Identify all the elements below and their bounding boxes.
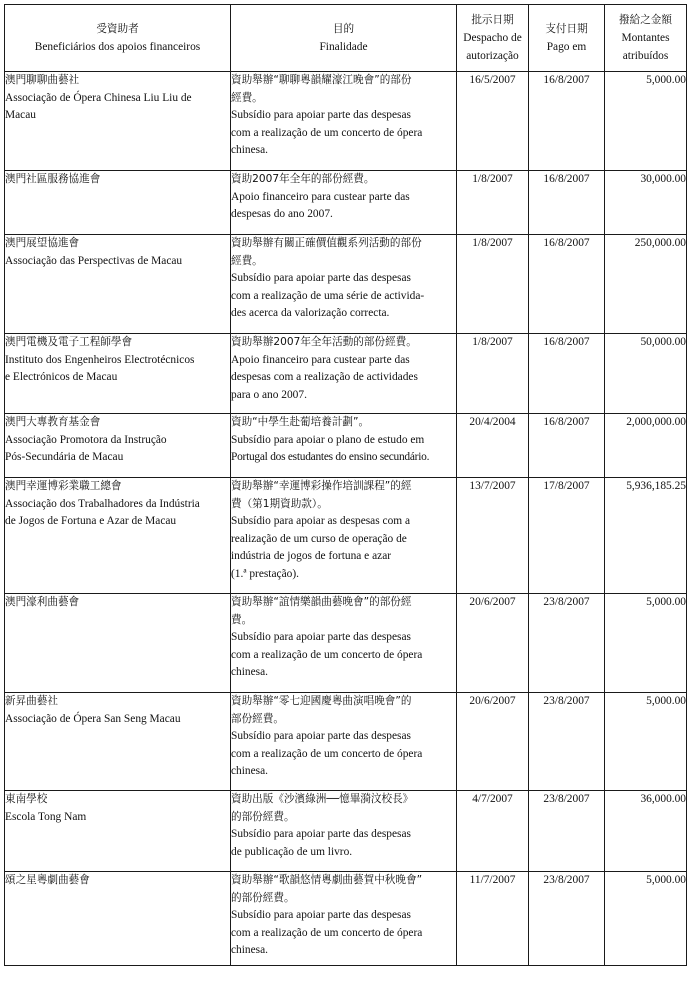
table-row bbox=[5, 478, 687, 594]
purpose-cell bbox=[231, 478, 457, 594]
purpose-zh: 資助舉辦“零七迎國慶粵曲演唱晚會”的 bbox=[231, 695, 412, 707]
table-row bbox=[5, 171, 687, 235]
purpose-cell bbox=[231, 791, 457, 872]
purpose-pt: Apoio financeiro para custear parte das bbox=[231, 190, 410, 203]
amount: 36,000.00 bbox=[605, 791, 687, 872]
paid-date: 23/8/2007 bbox=[529, 872, 605, 966]
amount: 5,936,185.25 bbox=[605, 478, 687, 594]
purpose-pt: Subsídio para apoiar parte das despesas bbox=[231, 631, 411, 644]
purpose-pt: com a realização de um concerto de ópera bbox=[231, 747, 423, 760]
purpose-pt: chinesa. bbox=[231, 144, 269, 157]
purpose-pt: despesas do ano 2007. bbox=[231, 208, 333, 221]
beneficiary-cell bbox=[5, 693, 231, 791]
purpose-zh: 資助舉辦“聊聊粵韻耀濠江晚會”的部份 bbox=[231, 74, 412, 86]
purpose-pt: chinesa. bbox=[231, 666, 269, 679]
amount: 5,000.00 bbox=[605, 872, 687, 966]
beneficiary-pt: Pós-Secundária de Macau bbox=[5, 451, 124, 464]
purpose-cell bbox=[231, 594, 457, 693]
approval-date: 4/7/2007 bbox=[457, 791, 529, 872]
approval-date: 1/8/2007 bbox=[457, 235, 529, 334]
beneficiary-zh: 澳門聊聊曲藝社 bbox=[5, 74, 80, 86]
purpose-zh: 資助舉辦2007年全年活動的部份經費。 bbox=[231, 336, 417, 348]
purpose-pt: des acerca da valorização correcta. bbox=[231, 307, 390, 320]
header-approval-pt1: Despacho de bbox=[463, 32, 522, 44]
paid-date: 16/8/2007 bbox=[529, 235, 605, 334]
approval-date: 13/7/2007 bbox=[457, 478, 529, 594]
beneficiary-pt: Escola Tong Nam bbox=[5, 810, 87, 823]
header-beneficiary-pt: Beneficiários dos apoios financeiros bbox=[34, 41, 201, 53]
beneficiary-pt: Macau bbox=[5, 109, 36, 122]
purpose-cell bbox=[231, 235, 457, 334]
approval-date: 1/8/2007 bbox=[457, 334, 529, 414]
table-row bbox=[5, 72, 687, 171]
purpose-pt: realização de um curso de operação de bbox=[231, 532, 407, 545]
header-purpose-zh: 目的 bbox=[332, 23, 355, 35]
purpose-zh: 費（第1期資助款）。 bbox=[231, 497, 328, 510]
purpose-cell bbox=[231, 693, 457, 791]
approval-date: 20/6/2007 bbox=[457, 693, 529, 791]
amount: 5,000.00 bbox=[605, 594, 687, 693]
purpose-pt: Subsídio para apoiar parte das despesas bbox=[231, 272, 411, 285]
purpose-zh: 部份經費。 bbox=[231, 712, 284, 725]
beneficiary-cell bbox=[5, 171, 231, 235]
beneficiary-pt: Associação dos Trabalhadores da Indústria bbox=[5, 497, 200, 510]
beneficiary-zh: 澳門電機及電子工程師學會 bbox=[5, 336, 133, 348]
header-purpose bbox=[231, 5, 457, 72]
table-row bbox=[5, 334, 687, 414]
purpose-cell bbox=[231, 171, 457, 235]
purpose-pt: Subsídio para apoiar as despesas com a bbox=[231, 515, 411, 528]
purpose-pt: Portugal dos estudantes do ensino secundário. bbox=[231, 451, 430, 464]
beneficiary-pt: Associação Promotora da Instrução bbox=[5, 433, 167, 446]
table-row bbox=[5, 414, 687, 478]
purpose-pt: (1.ª prestação). bbox=[231, 567, 299, 580]
purpose-pt: chinesa. bbox=[231, 765, 269, 778]
amount: 5,000.00 bbox=[605, 72, 687, 171]
header-paid-date bbox=[529, 5, 605, 72]
amount: 5,000.00 bbox=[605, 693, 687, 791]
table-row bbox=[5, 594, 687, 693]
beneficiary-cell bbox=[5, 334, 231, 414]
purpose-zh: 資助舉辦“誼情樂韻曲藝晚會”的部份經 bbox=[231, 596, 412, 608]
purpose-zh: 資助舉辦“歌韻悠情粵劇曲藝賀中秋晚會” bbox=[231, 874, 423, 886]
header-amount-pt2: atribuídos bbox=[622, 50, 669, 62]
header-beneficiary-zh: 受資助者 bbox=[96, 23, 139, 35]
purpose-pt: Subsídio para apoiar parte das despesas bbox=[231, 730, 411, 743]
header-approval-zh: 批示日期 bbox=[471, 14, 514, 26]
header-paid-zh: 支付日期 bbox=[545, 23, 588, 35]
beneficiary-pt: Associação das Perspectivas de Macau bbox=[5, 254, 183, 267]
subsidy-table bbox=[4, 4, 687, 966]
beneficiary-zh: 東南學校 bbox=[5, 793, 48, 805]
purpose-pt: Subsídio para apoiar parte das despesas bbox=[231, 109, 411, 122]
purpose-pt: para o ano 2007. bbox=[231, 388, 307, 401]
paid-date: 23/8/2007 bbox=[529, 693, 605, 791]
beneficiary-zh: 澳門社區服務協進會 bbox=[5, 173, 101, 185]
purpose-zh: 資助2007年全年的部份經費。 bbox=[231, 173, 375, 185]
beneficiary-pt: e Electrónicos de Macau bbox=[5, 371, 118, 384]
beneficiary-cell bbox=[5, 791, 231, 872]
beneficiary-cell bbox=[5, 235, 231, 334]
paid-date: 16/8/2007 bbox=[529, 334, 605, 414]
purpose-pt: Apoio financeiro para custear parte das bbox=[231, 353, 410, 366]
purpose-zh: 資助出版《沙濱綠洲──憶畢漪汶校長》 bbox=[231, 793, 414, 805]
purpose-cell bbox=[231, 334, 457, 414]
beneficiary-zh: 頌之星粵劇曲藝會 bbox=[5, 874, 90, 886]
paid-date: 17/8/2007 bbox=[529, 478, 605, 594]
header-approval-date bbox=[457, 5, 529, 72]
header-beneficiary bbox=[5, 5, 231, 72]
amount: 250,000.00 bbox=[605, 235, 687, 334]
paid-date: 23/8/2007 bbox=[529, 594, 605, 693]
beneficiary-zh: 澳門展望協進會 bbox=[5, 237, 80, 249]
purpose-cell bbox=[231, 414, 457, 478]
table-header-row bbox=[5, 5, 687, 72]
table-row bbox=[5, 791, 687, 872]
document-page bbox=[4, 4, 686, 966]
purpose-cell bbox=[231, 872, 457, 966]
beneficiary-pt: Instituto dos Engenheiros Electrotécnicos bbox=[5, 353, 195, 366]
purpose-pt: com a realização de uma série de activida- bbox=[231, 289, 425, 302]
header-amount-pt1: Montantes bbox=[621, 32, 670, 44]
beneficiary-zh: 澳門大專教育基金會 bbox=[5, 416, 101, 428]
purpose-pt: com a realização de um concerto de ópera bbox=[231, 926, 423, 939]
beneficiary-pt: Associação de Ópera Chinesa Liu Liu de bbox=[5, 91, 192, 104]
header-paid-pt: Pago em bbox=[546, 41, 587, 53]
approval-date: 20/6/2007 bbox=[457, 594, 529, 693]
paid-date: 16/8/2007 bbox=[529, 414, 605, 478]
amount: 30,000.00 bbox=[605, 171, 687, 235]
header-approval-pt2: autorização bbox=[466, 50, 519, 62]
purpose-pt: despesas com a realização de actividades bbox=[231, 371, 418, 384]
beneficiary-cell bbox=[5, 414, 231, 478]
purpose-zh: 資助“中學生赴葡培養計劃”。 bbox=[231, 416, 370, 428]
table-row bbox=[5, 693, 687, 791]
beneficiary-cell bbox=[5, 72, 231, 171]
paid-date: 23/8/2007 bbox=[529, 791, 605, 872]
approval-date: 20/4/2004 bbox=[457, 414, 529, 478]
purpose-pt: de publicação de um livro. bbox=[231, 845, 353, 858]
beneficiary-zh: 新昇曲藝社 bbox=[5, 695, 58, 707]
paid-date: 16/8/2007 bbox=[529, 72, 605, 171]
purpose-pt: indústria de jogos de fortuna e azar bbox=[231, 550, 392, 563]
header-amount bbox=[605, 5, 687, 72]
beneficiary-cell bbox=[5, 478, 231, 594]
purpose-pt: Subsídio para apoiar parte das despesas bbox=[231, 828, 411, 841]
approval-date: 16/5/2007 bbox=[457, 72, 529, 171]
purpose-zh: 費。 bbox=[231, 613, 253, 626]
purpose-pt: com a realização de um concerto de ópera bbox=[231, 126, 423, 139]
purpose-cell bbox=[231, 72, 457, 171]
beneficiary-pt: de Jogos de Fortuna e Azar de Macau bbox=[5, 515, 177, 528]
beneficiary-pt: Associação de Ópera San Seng Macau bbox=[5, 712, 181, 725]
purpose-pt: com a realização de um concerto de ópera bbox=[231, 648, 423, 661]
beneficiary-zh: 澳門幸運博彩業職工總會 bbox=[5, 480, 122, 492]
amount: 50,000.00 bbox=[605, 334, 687, 414]
header-amount-zh: 撥給之金額 bbox=[619, 14, 672, 26]
purpose-zh: 的部份經費。 bbox=[231, 891, 295, 904]
beneficiary-cell bbox=[5, 594, 231, 693]
purpose-pt: Subsídio para apoiar o plano de estudo em bbox=[231, 433, 425, 446]
purpose-pt: Subsídio para apoiar parte das despesas bbox=[231, 909, 411, 922]
approval-date: 11/7/2007 bbox=[457, 872, 529, 966]
purpose-zh: 資助舉辦有關正確價值觀系列活動的部份 bbox=[231, 237, 422, 249]
purpose-zh: 經費。 bbox=[231, 91, 263, 104]
paid-date: 16/8/2007 bbox=[529, 171, 605, 235]
beneficiary-zh: 澳門濠利曲藝會 bbox=[5, 596, 80, 608]
approval-date: 1/8/2007 bbox=[457, 171, 529, 235]
purpose-pt: chinesa. bbox=[231, 944, 269, 957]
beneficiary-cell bbox=[5, 872, 231, 966]
purpose-zh: 經費。 bbox=[231, 254, 263, 267]
table-row bbox=[5, 235, 687, 334]
purpose-zh: 的部份經費。 bbox=[231, 810, 295, 823]
header-purpose-pt: Finalidade bbox=[319, 41, 368, 53]
amount: 2,000,000.00 bbox=[605, 414, 687, 478]
table-row bbox=[5, 872, 687, 966]
purpose-zh: 資助舉辦“幸運博彩操作培訓課程”的經 bbox=[231, 480, 412, 492]
